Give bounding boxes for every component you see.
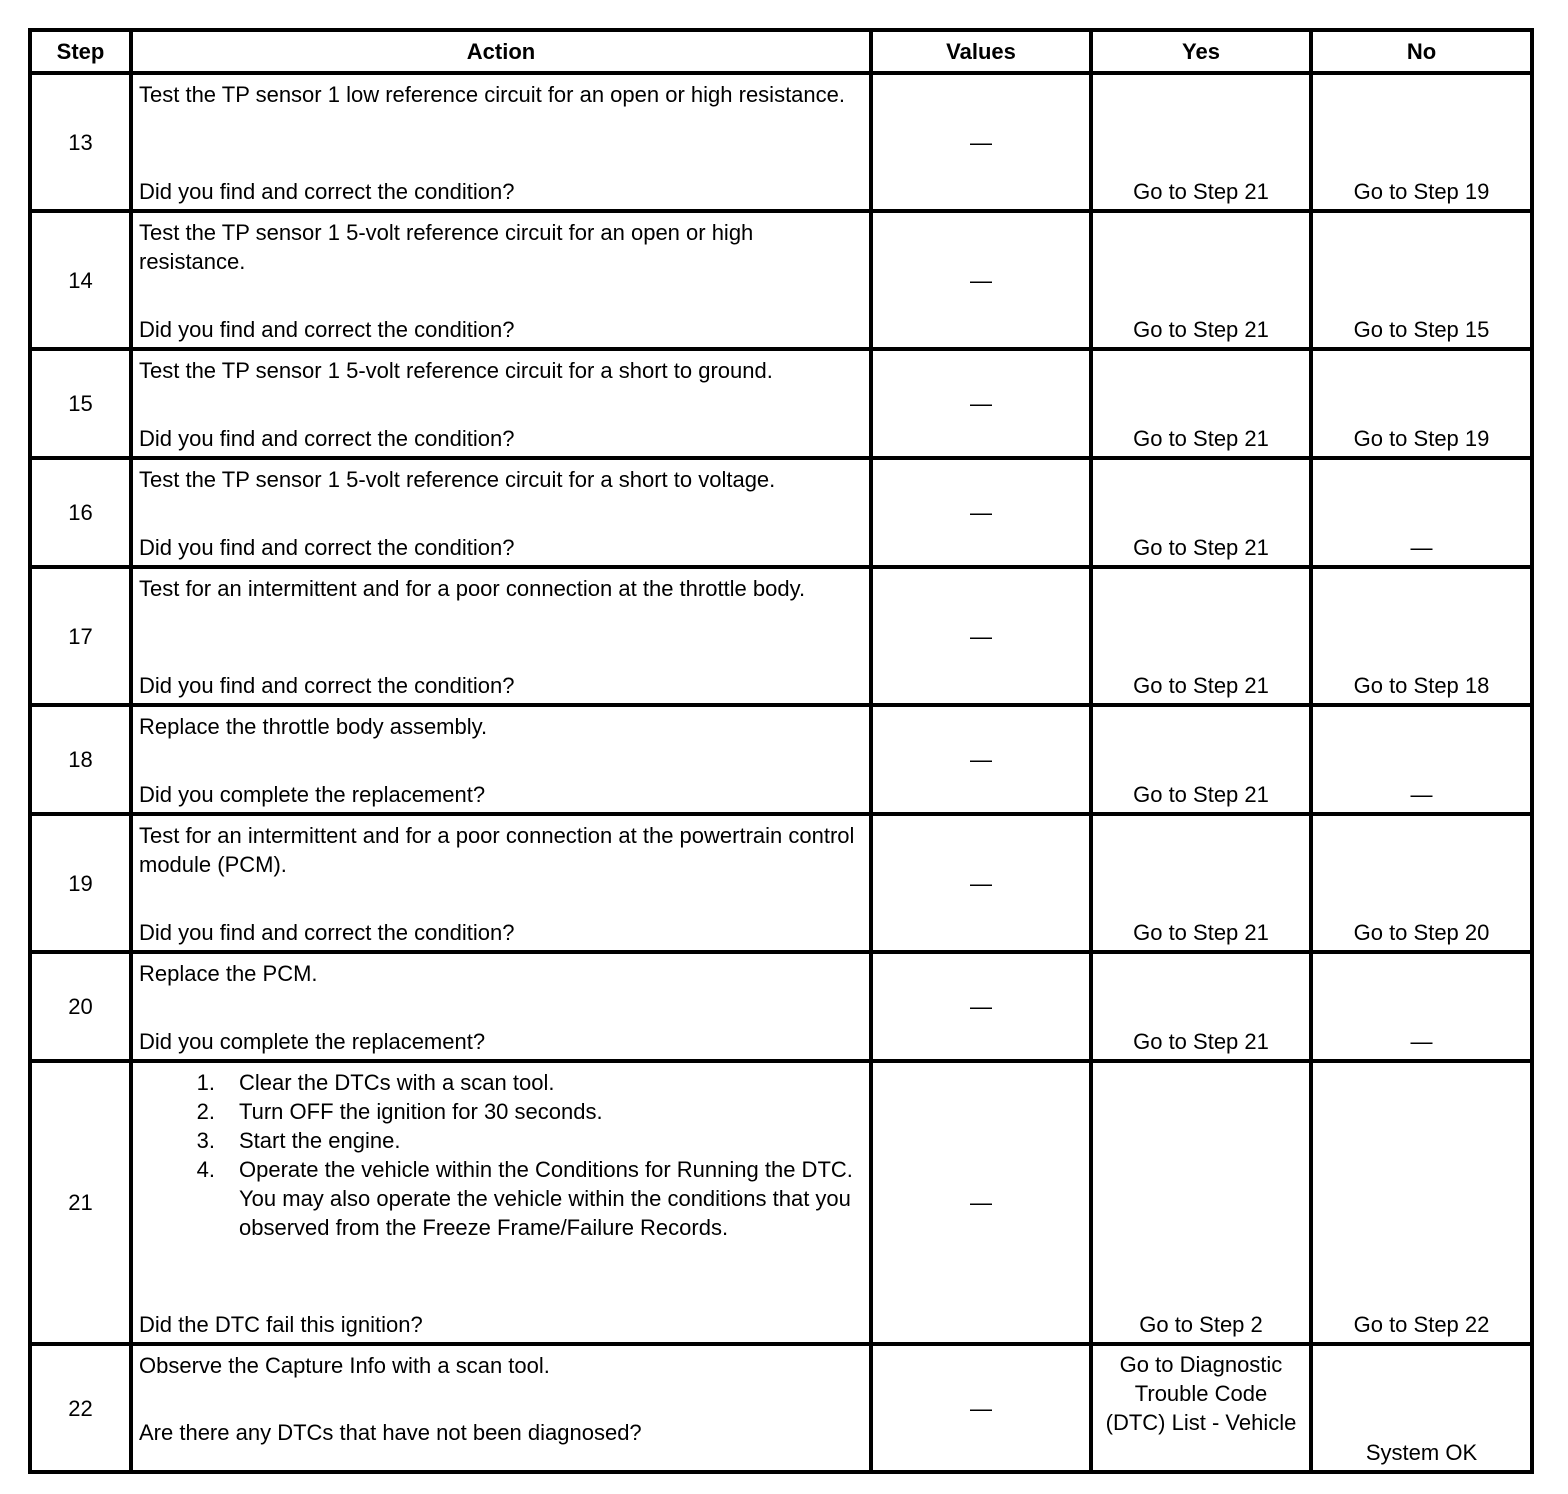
no-cell: Go to Step 20 bbox=[1311, 814, 1532, 952]
yes-cell: Go to Step 21 bbox=[1091, 705, 1311, 814]
action-text: Test the TP sensor 1 low reference circuit for an open or high resistance. bbox=[139, 82, 845, 107]
yes-cell: Go to Diagnostic Trouble Code (DTC) List - Vehicle bbox=[1091, 1344, 1311, 1472]
yes-cell: Go to Step 21 bbox=[1091, 567, 1311, 705]
action-question: Did you complete the replacement? bbox=[139, 782, 486, 807]
action-cell bbox=[131, 952, 871, 1061]
step-number: 15 bbox=[30, 349, 131, 458]
yes-cell: Go to Step 21 bbox=[1091, 952, 1311, 1061]
action-question: Did you find and correct the condition? bbox=[139, 179, 515, 204]
action-question: Did the DTC fail this ignition? bbox=[139, 1312, 423, 1337]
action-question: Did you find and correct the condition? bbox=[139, 426, 515, 451]
table-row bbox=[30, 349, 1532, 458]
header-row bbox=[30, 30, 1532, 73]
step-number: 20 bbox=[30, 952, 131, 1061]
yes-cell: Go to Step 21 bbox=[1091, 73, 1311, 211]
list-item: 2. Turn OFF the ignition for 30 seconds. bbox=[196, 1099, 603, 1124]
step-number: 18 bbox=[30, 705, 131, 814]
yes-cell: Go to Step 21 bbox=[1091, 458, 1311, 567]
header-yes: Yes bbox=[1091, 30, 1311, 73]
values-cell: — bbox=[871, 567, 1091, 705]
action-cell bbox=[131, 349, 871, 458]
action-cell bbox=[131, 814, 871, 952]
action-text: Replace the PCM. bbox=[139, 961, 318, 986]
list-item: 3. Start the engine. bbox=[196, 1128, 401, 1153]
values-cell: — bbox=[871, 458, 1091, 567]
action-text: Test the TP sensor 1 5-volt reference circuit for a short to voltage. bbox=[139, 467, 776, 492]
values-cell: — bbox=[871, 705, 1091, 814]
no-cell: Go to Step 19 bbox=[1311, 349, 1532, 458]
action-question: Did you find and correct the condition? bbox=[139, 317, 515, 342]
table-row bbox=[30, 458, 1532, 567]
table-row bbox=[30, 567, 1532, 705]
action-question: Are there any DTCs that have not been diagnosed? bbox=[139, 1420, 642, 1445]
action-cell bbox=[131, 73, 871, 211]
no-cell: — bbox=[1311, 705, 1532, 814]
table-row bbox=[30, 1061, 1532, 1344]
header-action: Action bbox=[131, 30, 871, 73]
header-values: Values bbox=[871, 30, 1091, 73]
action-question: Did you find and correct the condition? bbox=[139, 920, 515, 945]
values-cell: — bbox=[871, 73, 1091, 211]
step-number: 17 bbox=[30, 567, 131, 705]
action-cell bbox=[131, 458, 871, 567]
action-text: Test for an intermittent and for a poor connection at the throttle body. bbox=[139, 576, 806, 601]
action-question: Did you find and correct the condition? bbox=[139, 673, 515, 698]
diagnostic-table bbox=[28, 28, 1534, 1474]
action-cell bbox=[131, 705, 871, 814]
values-cell: — bbox=[871, 1061, 1091, 1344]
no-cell: System OK bbox=[1311, 1344, 1532, 1472]
yes-cell: Go to Step 2 bbox=[1091, 1061, 1311, 1344]
action-text: Replace the throttle body assembly. bbox=[139, 714, 488, 739]
step-number: 19 bbox=[30, 814, 131, 952]
list-item: 4. Operate the vehicle within the Conditions for Running the DTC. You may also operate the vehicle within the conditions that you observed from the Freeze Frame/Failure Records. bbox=[196, 1157, 853, 1240]
header-no: No bbox=[1311, 30, 1532, 73]
table-row bbox=[30, 1344, 1532, 1472]
no-cell: Go to Step 15 bbox=[1311, 211, 1532, 349]
no-cell: Go to Step 22 bbox=[1311, 1061, 1532, 1344]
step-number: 13 bbox=[30, 73, 131, 211]
yes-cell: Go to Step 21 bbox=[1091, 211, 1311, 349]
action-cell bbox=[131, 567, 871, 705]
yes-cell: Go to Step 21 bbox=[1091, 349, 1311, 458]
action-text: Test the TP sensor 1 5-volt reference circuit for an open or high resistance. bbox=[139, 220, 754, 274]
action-cell bbox=[131, 1061, 871, 1344]
no-cell: — bbox=[1311, 458, 1532, 567]
list-item: 1. Clear the DTCs with a scan tool. bbox=[196, 1070, 555, 1095]
step-number: 22 bbox=[30, 1344, 131, 1472]
table-row bbox=[30, 705, 1532, 814]
header-step: Step bbox=[30, 30, 131, 73]
action-text: Test for an intermittent and for a poor connection at the powertrain control module (PCM). bbox=[139, 823, 855, 877]
table-row bbox=[30, 73, 1532, 211]
action-text: Observe the Capture Info with a scan tool. bbox=[139, 1353, 550, 1378]
values-cell: — bbox=[871, 814, 1091, 952]
values-cell: — bbox=[871, 211, 1091, 349]
no-cell: — bbox=[1311, 952, 1532, 1061]
procedure-list bbox=[139, 1068, 863, 1242]
step-number: 21 bbox=[30, 1061, 131, 1344]
action-text: Test the TP sensor 1 5-volt reference circuit for a short to ground. bbox=[139, 358, 773, 383]
yes-cell: Go to Step 21 bbox=[1091, 814, 1311, 952]
table-row bbox=[30, 952, 1532, 1061]
values-cell: — bbox=[871, 1344, 1091, 1472]
no-cell: Go to Step 19 bbox=[1311, 73, 1532, 211]
no-cell: Go to Step 18 bbox=[1311, 567, 1532, 705]
values-cell: — bbox=[871, 952, 1091, 1061]
action-question: Did you find and correct the condition? bbox=[139, 535, 515, 560]
table-row bbox=[30, 211, 1532, 349]
action-cell bbox=[131, 1344, 871, 1472]
values-cell: — bbox=[871, 349, 1091, 458]
table-row bbox=[30, 814, 1532, 952]
step-number: 14 bbox=[30, 211, 131, 349]
action-question: Did you complete the replacement? bbox=[139, 1029, 486, 1054]
step-number: 16 bbox=[30, 458, 131, 567]
action-cell bbox=[131, 211, 871, 349]
